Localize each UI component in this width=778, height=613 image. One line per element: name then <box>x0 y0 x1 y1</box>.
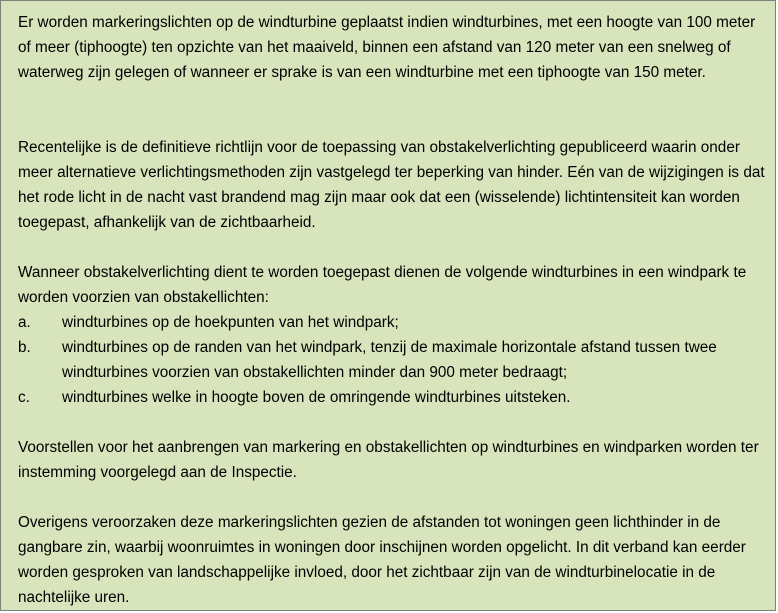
list-item <box>18 385 770 410</box>
paragraph-markeringslichten: Er worden markeringslichten op de windturbine geplaatst indien windturbines, met een hoogte van 100 meter of meer (tiphoogte) ten opzichte van het maaiveld, binnen een afstand van 120 meter van een snelweg of waterweg zijn gelegen of wanneer er sprake is van een windturbine met een tiphoogte van 150 meter. <box>18 14 756 81</box>
paragraph-lichthinder: Overigens veroorzaken deze markeringslichten gezien de afstanden tot woningen geen lichthinder in de gangbare zin, waarbij woonruimtes in woningen door inschijnen worden opgelicht. In dit verband kan eerder worden gesproken van landschappelijke invloed, door het zichtbaar zijn van de windturbinelocatie in de nachtelijke uren. <box>18 514 746 606</box>
list-item-text: windturbines welke in hoogte boven de omringende windturbines uitsteken. <box>62 389 571 406</box>
list-marker: b. <box>18 339 31 356</box>
list-item-text: windturbines op de hoekpunten van het windpark; <box>62 314 399 331</box>
list-marker: a. <box>18 314 31 331</box>
list-marker: c. <box>18 389 30 406</box>
paragraph-voorstellen: Voorstellen voor het aanbrengen van markering en obstakellichten op windturbines en windparken worden ter instemming voorgelegd aan de Inspectie. <box>18 439 759 481</box>
paragraph-obstakelverlichting: Wanneer obstakelverlichting dient te worden toegepast dienen de volgende windturbines in een windpark te worden voorzien van obstakellichten: <box>18 264 747 306</box>
list-item <box>18 335 770 385</box>
list-item-text: windturbines op de randen van het windpark, tenzij de maximale horizontale afstand tussen twee windturbines voorzien van obstakellichten minder dan 900 meter bedraagt; <box>62 339 717 381</box>
list-item <box>18 310 770 335</box>
paragraph-richtlijn: Recentelijke is de definitieve richtlijn voor de toepassing van obstakelverlichting gepubliceerd waarin onder meer alternatieve verlichtingsmethoden zijn vastgelegd ter beperking van hinder. Eén van de wijzigingen is dat het rode licht in de nacht vast brandend mag zijn maar ook dat een (wisselende) lichtintensiteit kan worden toegepast, afhankelijk van de zichtbaarheid. <box>18 139 765 231</box>
